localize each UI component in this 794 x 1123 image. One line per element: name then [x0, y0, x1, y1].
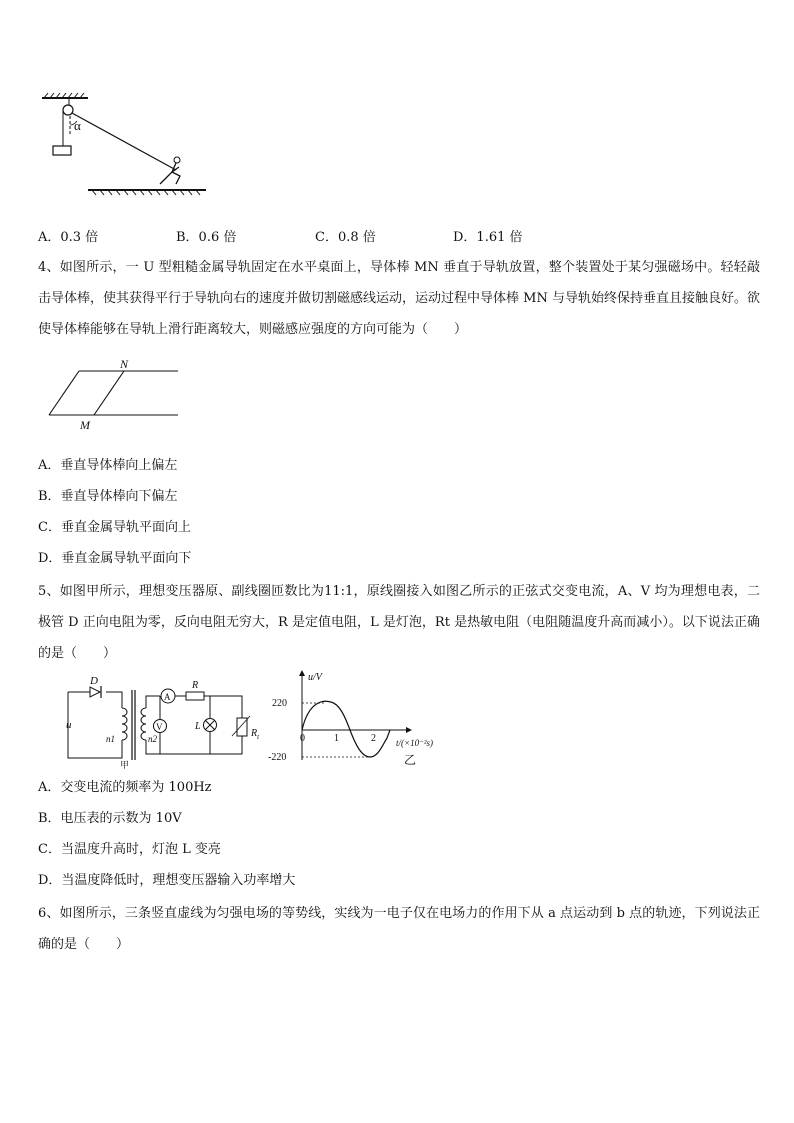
- q5-label-rt-sub: t: [257, 733, 260, 741]
- q5-stem: 5、如图甲所示，理想变压器原、副线圈匝数比为11:1，原线圈接入如图乙所示的正弦式交变电流，A、V 均为理想电表，二极管 D 正向电阻为零，反向电阻无穷大，R 是定值电阻，L 是灯泡，Rt 是热敏电阻（电阻随温度升高而减小）。以下说法正确的是（ ）: [38, 584, 760, 661]
- q4-option-a[interactable]: A．垂直导体棒向上偏左: [38, 458, 178, 473]
- q6-stem: 6、如图所示，三条竖直虚线为匀强电场的等势线，实线为一电子仅在电场力的作用下从 a 点运动到 b 点的轨迹，下列说法正确的是（ ）: [38, 906, 760, 952]
- q4-option-d[interactable]: D．垂直金属导轨平面向下: [38, 551, 192, 566]
- q5-circuit-figure: [60, 676, 260, 770]
- q5-label-a: A: [164, 692, 171, 702]
- q4-label-m: M: [80, 418, 90, 432]
- q5-graph-ytick-neg220: -220: [268, 752, 287, 763]
- q5-option-d[interactable]: D．当温度降低时，理想变压器输入功率增大: [38, 873, 296, 888]
- q5-option-c[interactable]: C．当温度升高时，灯泡 L 变亮: [38, 842, 221, 857]
- q3-option-a[interactable]: A．0.3 倍: [38, 230, 99, 245]
- q5-label-rt: R: [251, 728, 258, 739]
- q3-pulley-figure: [36, 92, 216, 202]
- q5-graph-xtick-1: 1: [334, 733, 339, 744]
- q4-rail-figure: [40, 356, 190, 436]
- q5-label-n2: n2: [148, 734, 157, 744]
- q5-graph-ylabel: u/V: [308, 672, 322, 683]
- q3-options: [38, 226, 738, 248]
- q4-option-b[interactable]: B．垂直导体棒向下偏左: [38, 489, 178, 504]
- q5-option-b[interactable]: B．电压表的示数为 10V: [38, 811, 182, 826]
- q5-graph-ytick-220: 220: [272, 698, 287, 709]
- q5-label-r: R: [192, 680, 199, 691]
- q4-label-n: N: [120, 357, 129, 371]
- q3-option-c[interactable]: C．0.8 倍: [315, 230, 376, 245]
- q5-label-u: u: [66, 719, 72, 731]
- q5-caption-yi: 乙: [404, 753, 417, 767]
- q3-angle-label: α: [74, 118, 81, 133]
- q5-option-a[interactable]: A．交变电流的频率为 100Hz: [38, 780, 212, 795]
- q4-option-c[interactable]: C．垂直金属导轨平面向上: [38, 520, 191, 535]
- q5-caption-jia: 甲: [120, 760, 130, 770]
- q5-graph-xlabel: t/(×10⁻²s): [396, 738, 434, 748]
- q5-label-d: D: [90, 676, 98, 687]
- q3-option-b[interactable]: B．0.6 倍: [176, 230, 237, 245]
- q4-stem: 4、如图所示，一 U 型粗糙金属导轨固定在水平桌面上，导体棒 MN 垂直于导轨放置，整个装置处于某匀强磁场中。轻轻敲击导体棒，使其获得平行于导轨向右的速度并做切割磁感线运动，运动过程中导体棒 MN 与导轨始终保持垂直且接触良好。欲使导体棒能够在导轨上滑行距离较大，则磁感应强度的方向可能为（ ）: [38, 260, 760, 337]
- q5-graph-xtick-2: 2: [371, 733, 376, 744]
- q5-label-v: V: [156, 722, 163, 732]
- q5-label-n1: n1: [106, 734, 115, 744]
- q5-graph-xtick-0: 0: [300, 733, 305, 744]
- svg-text:Rt: [250, 728, 260, 741]
- q5-label-l: L: [195, 721, 201, 732]
- q5-sine-graph: [264, 664, 454, 770]
- q3-option-d[interactable]: D．1.61 倍: [453, 230, 523, 245]
